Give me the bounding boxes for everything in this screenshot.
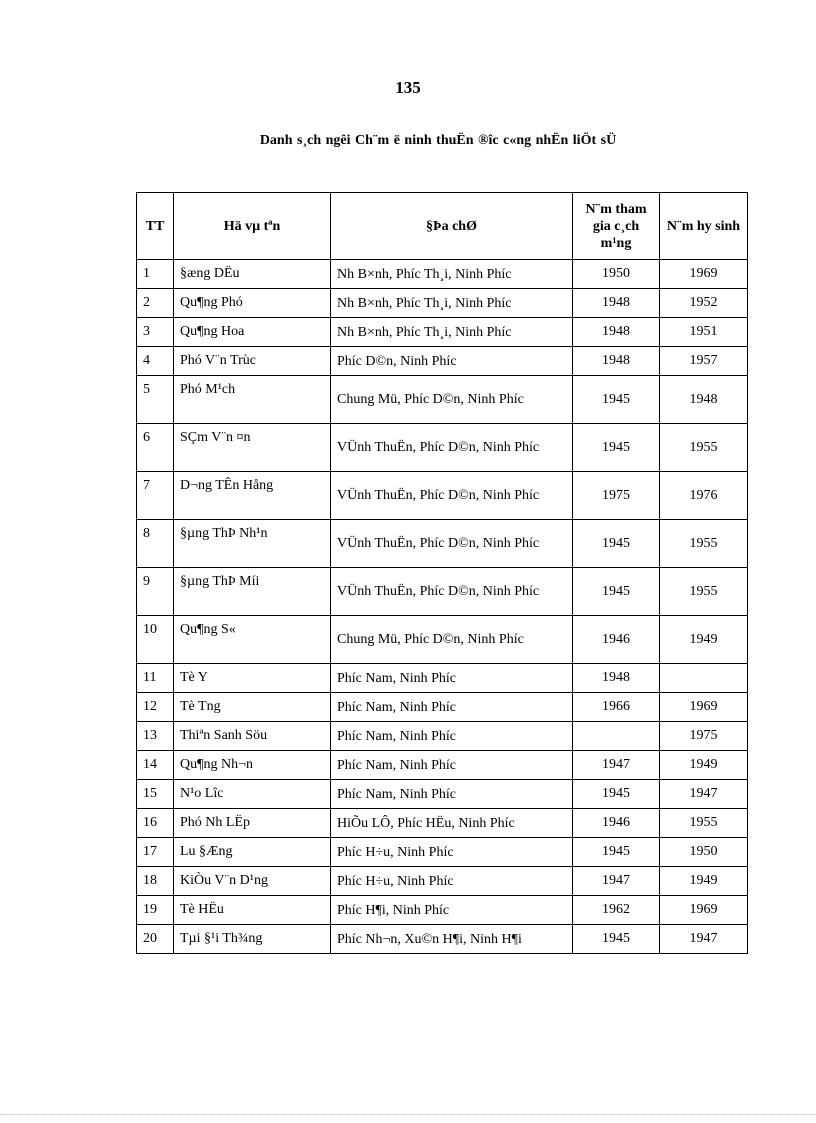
cell-join-year: 1950 xyxy=(573,260,660,289)
cell-address: VÜnh ThuËn, Phíc D©n, Ninh Phíc xyxy=(331,424,573,472)
cell-address: Chung Mü, Phíc D©n, Ninh Phíc xyxy=(331,616,573,664)
cell-join-year: 1945 xyxy=(573,780,660,809)
cell-death-year: 1957 xyxy=(660,347,748,376)
table-row xyxy=(137,925,748,954)
header-join-year: N¨m tham gia c¸ch m¹ng xyxy=(573,193,660,260)
cell-join-year: 1947 xyxy=(573,751,660,780)
table-row xyxy=(137,376,748,424)
header-address: §Þa chØ xyxy=(331,193,573,260)
cell-join-year: 1945 xyxy=(573,838,660,867)
cell-death-year: 1955 xyxy=(660,424,748,472)
table-row xyxy=(137,424,748,472)
cell-address: Phíc Nam, Ninh Phíc xyxy=(331,722,573,751)
cell-name: Qu¶ng S« xyxy=(174,616,331,664)
cell-join-year: 1962 xyxy=(573,896,660,925)
cell-join-year: 1945 xyxy=(573,424,660,472)
cell-tt: 4 xyxy=(137,347,174,376)
cell-address: Phíc Nam, Ninh Phíc xyxy=(331,780,573,809)
cell-tt: 12 xyxy=(137,693,174,722)
cell-join-year: 1948 xyxy=(573,318,660,347)
cell-death-year: 1952 xyxy=(660,289,748,318)
table-row xyxy=(137,809,748,838)
cell-death-year: 1949 xyxy=(660,867,748,896)
cell-join-year: 1975 xyxy=(573,472,660,520)
cell-tt: 16 xyxy=(137,809,174,838)
cell-tt: 15 xyxy=(137,780,174,809)
cell-name: Phó V¨n Trùc xyxy=(174,347,331,376)
cell-tt: 19 xyxy=(137,896,174,925)
cell-name: Phó Nh LËp xyxy=(174,809,331,838)
cell-death-year: 1947 xyxy=(660,925,748,954)
cell-death-year: 1949 xyxy=(660,751,748,780)
cell-death-year xyxy=(660,664,748,693)
cell-address: VÜnh ThuËn, Phíc D©n, Ninh Phíc xyxy=(331,568,573,616)
table-body xyxy=(137,260,748,954)
cell-name: Qu¶ng Nh¬n xyxy=(174,751,331,780)
cell-death-year: 1955 xyxy=(660,520,748,568)
cell-tt: 7 xyxy=(137,472,174,520)
cell-tt: 8 xyxy=(137,520,174,568)
cell-name: N¹o Lîc xyxy=(174,780,331,809)
cell-join-year: 1945 xyxy=(573,925,660,954)
cell-address: Nh B×nh, Phíc Th¸i, Ninh Phíc xyxy=(331,260,573,289)
cell-join-year: 1946 xyxy=(573,616,660,664)
cell-tt: 14 xyxy=(137,751,174,780)
cell-death-year: 1947 xyxy=(660,780,748,809)
cell-death-year: 1948 xyxy=(660,376,748,424)
table-row xyxy=(137,568,748,616)
cell-name: Qu¶ng Phó xyxy=(174,289,331,318)
table-row xyxy=(137,896,748,925)
cell-address: Phíc Nam, Ninh Phíc xyxy=(331,693,573,722)
cell-address: Phíc Nam, Ninh Phíc xyxy=(331,664,573,693)
cell-tt: 3 xyxy=(137,318,174,347)
cell-address: HiÕu LÔ, Phíc HËu, Ninh Phíc xyxy=(331,809,573,838)
cell-join-year: 1946 xyxy=(573,809,660,838)
cell-name: §µng ThÞ Nh¹n xyxy=(174,520,331,568)
cell-join-year: 1945 xyxy=(573,376,660,424)
cell-name: D¬ng TÊn Hång xyxy=(174,472,331,520)
cell-death-year: 1969 xyxy=(660,260,748,289)
cell-address: Nh B×nh, Phíc Th¸i, Ninh Phíc xyxy=(331,289,573,318)
cell-name: Tè HËu xyxy=(174,896,331,925)
records-table xyxy=(136,192,748,954)
cell-name: Phó M¹ch xyxy=(174,376,331,424)
cell-name: Tè Tng xyxy=(174,693,331,722)
cell-death-year: 1950 xyxy=(660,838,748,867)
table-row xyxy=(137,318,748,347)
cell-join-year: 1947 xyxy=(573,867,660,896)
table-header-row xyxy=(137,193,748,260)
cell-name: SÇm V¨n ¤n xyxy=(174,424,331,472)
table-row xyxy=(137,693,748,722)
cell-death-year: 1949 xyxy=(660,616,748,664)
cell-death-year: 1969 xyxy=(660,896,748,925)
cell-join-year: 1948 xyxy=(573,289,660,318)
cell-join-year: 1945 xyxy=(573,568,660,616)
page-number: 135 xyxy=(395,78,421,97)
header-death-year: N¨m hy sinh xyxy=(660,193,748,260)
cell-death-year: 1955 xyxy=(660,568,748,616)
cell-tt: 2 xyxy=(137,289,174,318)
cell-death-year: 1955 xyxy=(660,809,748,838)
cell-tt: 5 xyxy=(137,376,174,424)
cell-tt: 17 xyxy=(137,838,174,867)
cell-name: Qu¶ng Hoa xyxy=(174,318,331,347)
cell-name: §æng DËu xyxy=(174,260,331,289)
cell-name: Tè Y xyxy=(174,664,331,693)
cell-address: Phíc H¶i, Ninh Phíc xyxy=(331,896,573,925)
cell-address: VÜnh ThuËn, Phíc D©n, Ninh Phíc xyxy=(331,520,573,568)
table-row xyxy=(137,838,748,867)
table-row xyxy=(137,867,748,896)
cell-join-year: 1948 xyxy=(573,664,660,693)
cell-name: Thiªn Sanh Söu xyxy=(174,722,331,751)
cell-address: Chung Mü, Phíc D©n, Ninh Phíc xyxy=(331,376,573,424)
cell-join-year: 1945 xyxy=(573,520,660,568)
cell-address: Nh B×nh, Phíc Th¸i, Ninh Phíc xyxy=(331,318,573,347)
cell-death-year: 1969 xyxy=(660,693,748,722)
cell-address: VÜnh ThuËn, Phíc D©n, Ninh Phíc xyxy=(331,472,573,520)
table-row xyxy=(137,616,748,664)
cell-tt: 13 xyxy=(137,722,174,751)
cell-join-year: 1948 xyxy=(573,347,660,376)
cell-tt: 20 xyxy=(137,925,174,954)
cell-name: KiÒu V¨n D¹ng xyxy=(174,867,331,896)
cell-address: Phíc Nh¬n, Xu©n H¶i, Ninh H¶i xyxy=(331,925,573,954)
cell-address: Phíc D©n, Ninh Phíc xyxy=(331,347,573,376)
table-row xyxy=(137,664,748,693)
header-tt: TT xyxy=(137,193,174,260)
cell-join-year xyxy=(573,722,660,751)
cell-death-year: 1976 xyxy=(660,472,748,520)
cell-name: §µng ThÞ Míi xyxy=(174,568,331,616)
cell-address: Phíc H÷u, Ninh Phíc xyxy=(331,838,573,867)
cell-death-year: 1975 xyxy=(660,722,748,751)
cell-tt: 9 xyxy=(137,568,174,616)
table-row xyxy=(137,751,748,780)
table-row xyxy=(137,289,748,318)
table-row xyxy=(137,347,748,376)
cell-tt: 6 xyxy=(137,424,174,472)
cell-address: Phíc H÷u, Ninh Phíc xyxy=(331,867,573,896)
cell-tt: 1 xyxy=(137,260,174,289)
cell-name: Lu §Æng xyxy=(174,838,331,867)
cell-tt: 11 xyxy=(137,664,174,693)
cell-tt: 18 xyxy=(137,867,174,896)
table-row xyxy=(137,260,748,289)
document-title: Danh s¸ch ngêi Ch¨m ë ninh thuËn ®îc c«ng nhËn liÖt sÜ xyxy=(259,133,617,148)
cell-join-year: 1966 xyxy=(573,693,660,722)
header-name: Hä vµ tªn xyxy=(174,193,331,260)
table-row xyxy=(137,472,748,520)
cell-tt: 10 xyxy=(137,616,174,664)
cell-name: Tµi §¹i Th¾ng xyxy=(174,925,331,954)
cell-death-year: 1951 xyxy=(660,318,748,347)
table-row xyxy=(137,722,748,751)
cell-address: Phíc Nam, Ninh Phíc xyxy=(331,751,573,780)
page-footer-rule xyxy=(0,1114,816,1115)
table-row xyxy=(137,520,748,568)
table-row xyxy=(137,780,748,809)
